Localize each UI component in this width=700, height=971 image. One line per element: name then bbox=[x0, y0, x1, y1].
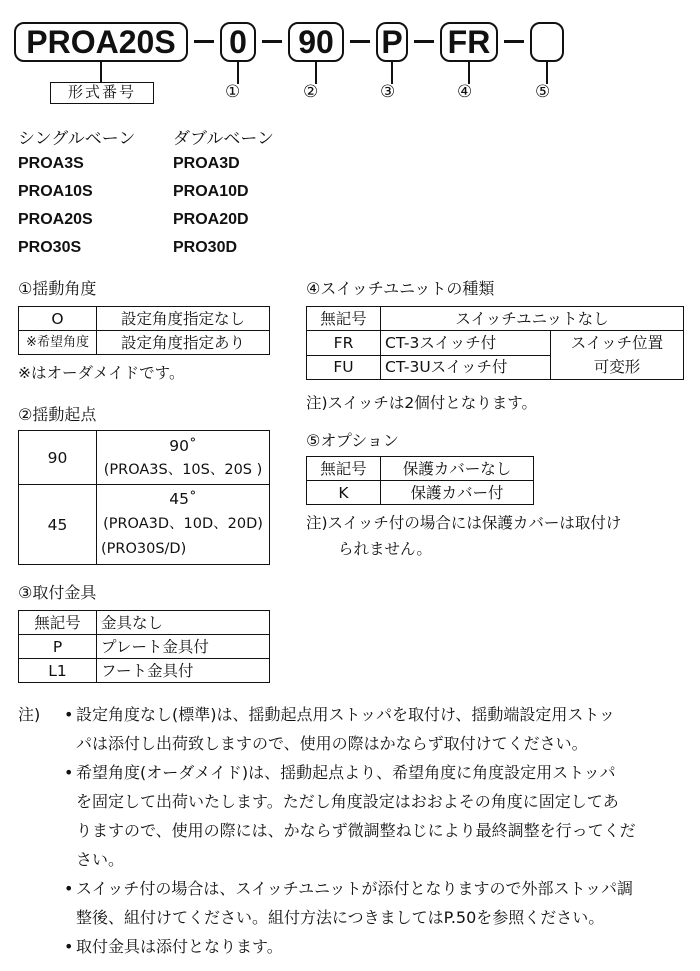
order-made-note: ※はオーダメイドです。 bbox=[18, 364, 185, 382]
section-swing-origin-title: ②揺動起点 bbox=[18, 405, 97, 424]
table-cell: 設定角度指定なし bbox=[97, 307, 270, 331]
option-table bbox=[306, 456, 534, 505]
table-row bbox=[19, 431, 270, 485]
double-vane-heading: ダブルベーン bbox=[173, 129, 274, 149]
table-cell: 保護カバーなし bbox=[381, 457, 534, 481]
swing-angle-table bbox=[18, 306, 270, 355]
section-option-title: ⑤オプション bbox=[306, 431, 399, 450]
code-dash bbox=[350, 40, 370, 43]
table-cell: 保護カバー付 bbox=[381, 481, 534, 505]
section-swing-angle-title: ①揺動角度 bbox=[18, 279, 97, 298]
note-text: さい。 bbox=[76, 850, 125, 869]
table-cell: FU bbox=[307, 355, 381, 380]
table-cell: K bbox=[307, 481, 381, 505]
bracket-table bbox=[18, 610, 270, 683]
bullet-icon: • bbox=[64, 879, 74, 898]
bullet-icon: • bbox=[64, 763, 74, 782]
origin-angle: 90˚ bbox=[169, 436, 197, 455]
note-text: 取付金具は添付となります。 bbox=[76, 937, 283, 956]
code-bracket-box: P bbox=[376, 22, 408, 62]
table-cell: 無記号 bbox=[19, 611, 97, 635]
table-row bbox=[19, 331, 270, 355]
code-model-box: PROA20S bbox=[14, 22, 188, 62]
note-text: パは添付し出荷致しますので、使用の際はかならず取付けてください。 bbox=[76, 734, 588, 753]
single-vane-heading: シングルベーン bbox=[18, 129, 136, 149]
note-prefix: 注) bbox=[18, 705, 41, 724]
code-origin-box: 0 bbox=[220, 22, 256, 62]
table-cell: 無記号 bbox=[307, 307, 381, 331]
section-bracket-title: ③取付金具 bbox=[18, 583, 97, 602]
note-text: 希望角度(オーダメイド)は、揺動起点より、希望角度に角度設定用ストッパ bbox=[76, 763, 616, 782]
double-model: PROA10D bbox=[173, 183, 249, 200]
double-model: PROA3D bbox=[173, 155, 240, 172]
origin-models: (PROA3S、10S、20S ) bbox=[103, 461, 263, 478]
note-item bbox=[18, 787, 690, 816]
leader-line bbox=[100, 62, 102, 72]
table-cell: 金具なし bbox=[97, 611, 270, 635]
origin-models: (PRO30S/D) bbox=[101, 541, 187, 557]
note-text: 設定角度なし(標準)は、揺動起点用ストッパを取付け、揺動端設定用ストッ bbox=[76, 705, 615, 724]
double-model: PRO30D bbox=[173, 239, 238, 256]
note-item bbox=[18, 700, 690, 729]
table-cell: CT-3スイッチ付 bbox=[381, 331, 551, 356]
general-notes bbox=[18, 700, 690, 961]
table-cell bbox=[97, 431, 270, 485]
table-row bbox=[307, 457, 534, 481]
switch-table bbox=[306, 306, 684, 380]
table-cell: フート金具付 bbox=[97, 659, 270, 683]
origin-angle: 45˚ bbox=[169, 490, 197, 508]
note-item bbox=[18, 816, 690, 845]
leader-line bbox=[315, 62, 317, 84]
marker-5: ⑤ bbox=[535, 82, 551, 102]
leader-line bbox=[468, 62, 470, 84]
option-note-line2: られません。 bbox=[338, 540, 432, 558]
note-item bbox=[18, 903, 690, 932]
code-option-box bbox=[530, 22, 564, 62]
note-item bbox=[18, 845, 690, 874]
leader-line bbox=[100, 72, 102, 82]
table-cell bbox=[551, 331, 684, 380]
marker-4: ④ bbox=[457, 82, 473, 102]
table-cell: 設定角度指定あり bbox=[97, 331, 270, 355]
single-model: PROA20S bbox=[18, 211, 93, 228]
single-model: PROA3S bbox=[18, 155, 84, 172]
table-cell: FR bbox=[307, 331, 381, 356]
note-item bbox=[18, 758, 690, 787]
table-cell: ※希望角度 bbox=[19, 331, 97, 355]
table-row bbox=[19, 635, 270, 659]
table-cell: 45 bbox=[19, 485, 97, 565]
table-row bbox=[19, 659, 270, 683]
code-switch-box: FR bbox=[440, 22, 498, 62]
table-cell: 無記号 bbox=[307, 457, 381, 481]
switch-variable-label: 可変形 bbox=[593, 358, 641, 376]
table-row bbox=[307, 481, 534, 505]
code-angle-box: 90 bbox=[288, 22, 344, 62]
note-item bbox=[18, 874, 690, 903]
table-row bbox=[307, 307, 684, 331]
leader-line bbox=[391, 62, 393, 84]
table-cell: スイッチユニットなし bbox=[381, 307, 684, 331]
table-cell bbox=[97, 485, 270, 565]
code-dash bbox=[414, 40, 434, 43]
marker-1: ① bbox=[225, 82, 241, 102]
note-text: 整後、組付けてください。組付方法につきましてはP.50を参照ください。 bbox=[76, 908, 605, 927]
switch-position-label: スイッチ位置 bbox=[570, 334, 664, 352]
table-row bbox=[307, 331, 684, 356]
leader-line bbox=[237, 62, 239, 84]
option-note-line1: 注)スイッチ付の場合には保護カバーは取付け bbox=[306, 514, 622, 532]
single-model: PRO30S bbox=[18, 239, 82, 256]
code-dash bbox=[194, 40, 214, 43]
bullet-icon: • bbox=[64, 937, 74, 956]
origin-models: (PROA3D、10D、20D) bbox=[103, 516, 263, 532]
table-cell: P bbox=[19, 635, 97, 659]
note-text: を固定して出荷いたします。ただし角度設定はおおよその角度に固定してあ bbox=[76, 792, 619, 811]
table-cell: 90 bbox=[19, 431, 97, 485]
code-dash bbox=[262, 40, 282, 43]
table-row bbox=[19, 611, 270, 635]
leader-line bbox=[546, 62, 548, 84]
model-number-label: 形式番号 bbox=[50, 82, 154, 104]
switch-note: 注)スイッチは2個付となります。 bbox=[306, 394, 538, 412]
table-cell: L1 bbox=[19, 659, 97, 683]
double-model: PROA20D bbox=[173, 211, 249, 228]
marker-2: ② bbox=[303, 82, 319, 102]
marker-3: ③ bbox=[380, 82, 396, 102]
note-item bbox=[18, 932, 690, 961]
table-cell: プレート金具付 bbox=[97, 635, 270, 659]
note-text: スイッチ付の場合は、スイッチユニットが添付となりますので外部ストッパ調 bbox=[76, 879, 633, 898]
single-model: PROA10S bbox=[18, 183, 93, 200]
table-cell: CT-3Uスイッチ付 bbox=[381, 355, 551, 380]
table-row bbox=[19, 485, 270, 565]
note-item bbox=[18, 729, 690, 758]
swing-origin-table bbox=[18, 430, 270, 565]
section-switch-title: ④スイッチユニットの種類 bbox=[306, 279, 495, 298]
code-dash bbox=[504, 40, 524, 43]
note-text: りますので、使用の際には、かならず微調整ねじにより最終調整を行ってくだ bbox=[76, 821, 636, 840]
bullet-icon: • bbox=[64, 705, 74, 724]
table-cell: O bbox=[19, 307, 97, 331]
table-row bbox=[19, 307, 270, 331]
